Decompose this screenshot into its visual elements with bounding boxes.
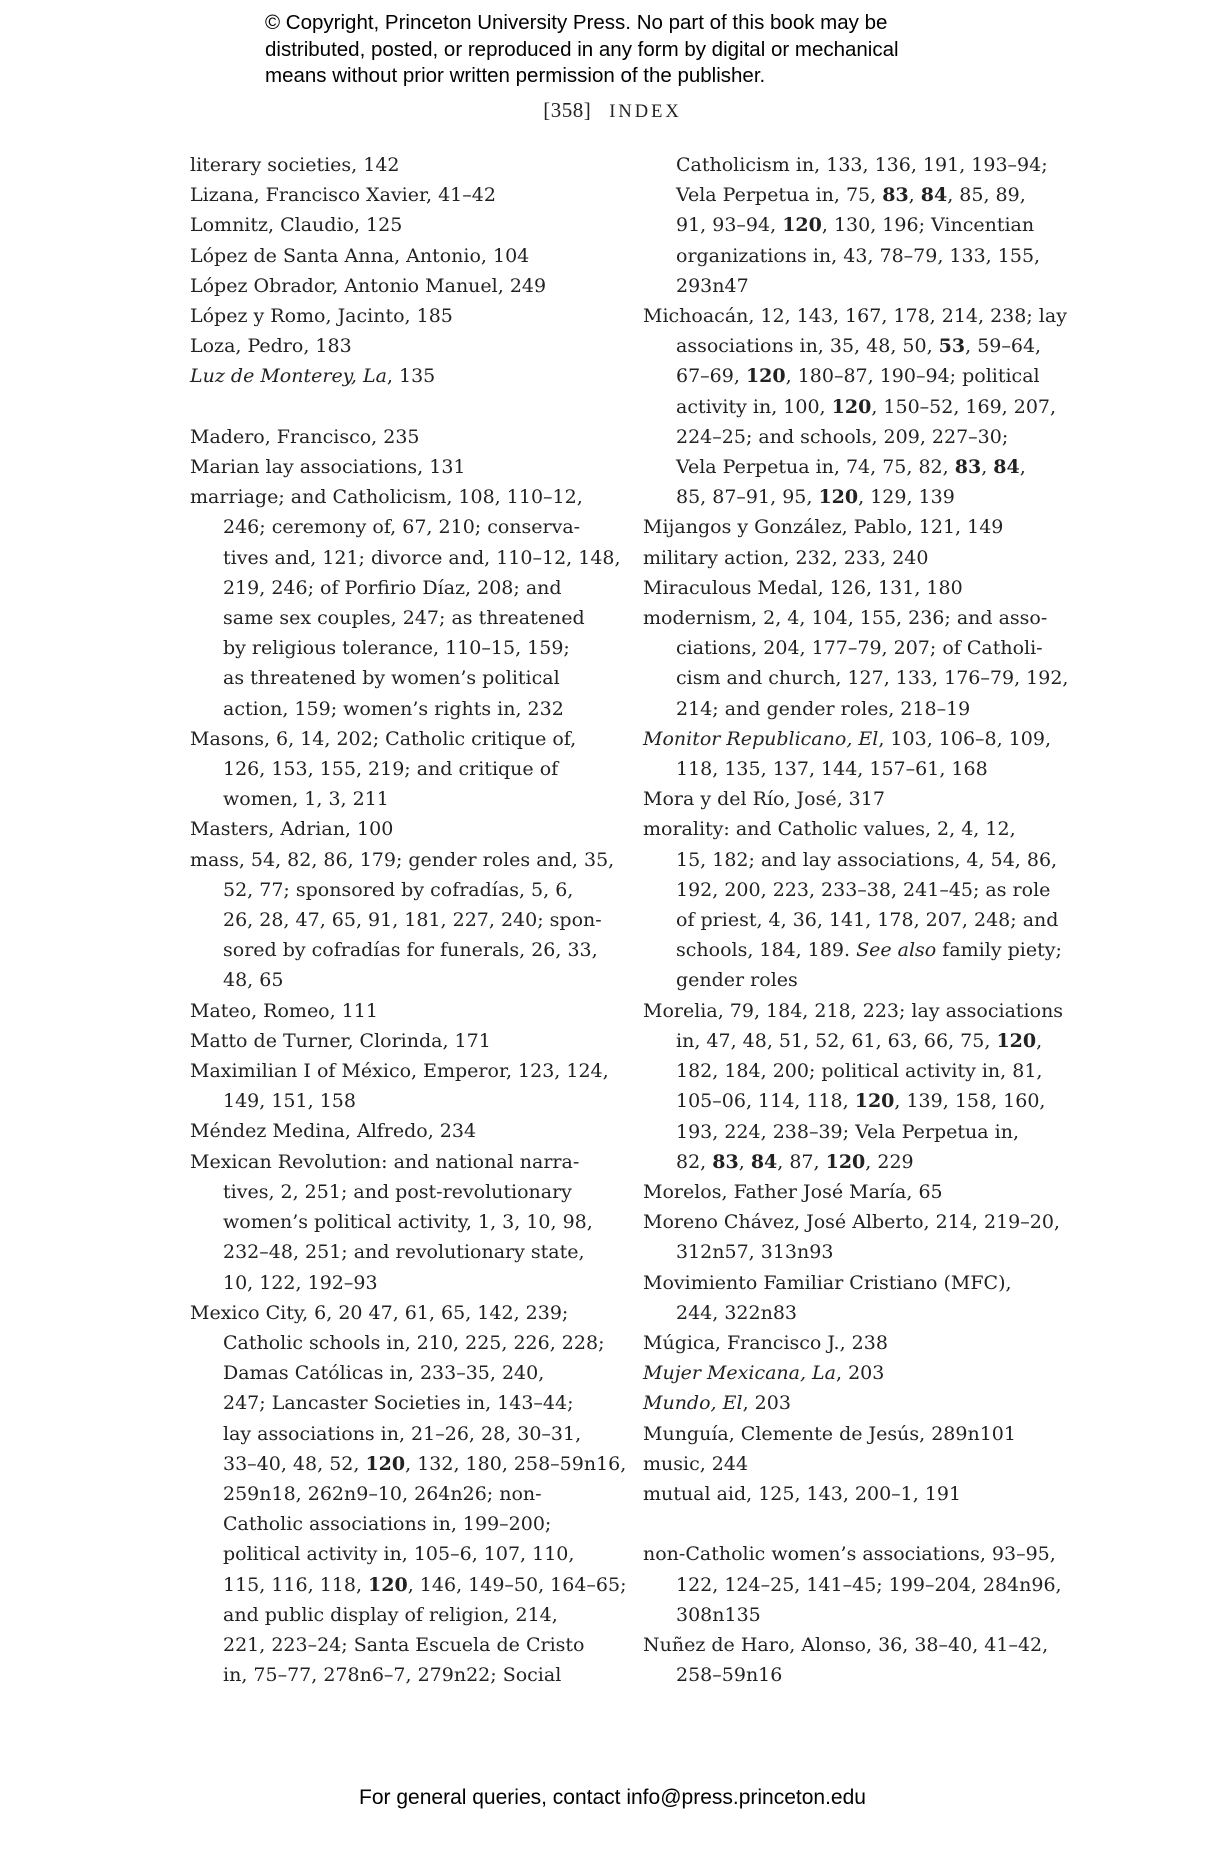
- index-subentry-line: ciations, 204, 177–79, 207; of Catholi-: [676, 637, 1043, 660]
- index-subentry-line: political activity in, 105–6, 107, 110,: [223, 1543, 575, 1566]
- index-subentry-line: activity in, 100, 120, 150–52, 169, 207,: [676, 395, 1057, 418]
- index-subentry-line: Catholicism in, 133, 136, 191, 193–94;: [676, 154, 1048, 176]
- index-entry-line: music, 244: [643, 1452, 749, 1475]
- copyright-line: means without prior written permission of the publisher.: [265, 64, 766, 87]
- index-entry-line: Morelos, Father José María, 65: [643, 1180, 943, 1203]
- index-entry-line: Munguía, Clemente de Jesús, 289n101: [643, 1422, 1016, 1445]
- index-entry-line: Matto de Turner, Clorinda, 171: [190, 1029, 491, 1052]
- index-subentry-line: Vela Perpetua in, 75, 83, 84, 85, 89,: [676, 184, 1026, 207]
- index-entry-line: Mora y del Río, José, 317: [643, 788, 885, 811]
- index-subentry-line: action, 159; women’s rights in, 232: [223, 697, 564, 720]
- index-entry-line: Mateo, Romeo, 111: [190, 999, 378, 1022]
- footer-contact: For general queries, contact info@press.princeton.edu: [359, 1786, 866, 1809]
- index-entry-line: Masters, Adrian, 100: [190, 818, 394, 841]
- index-subentry-line: 52, 77; sponsored by cofradías, 5, 6,: [223, 878, 574, 901]
- index-subentry-line: 193, 224, 238–39; Vela Perpetua in,: [676, 1120, 1019, 1143]
- index-subentry-line: 126, 153, 155, 219; and critique of: [223, 758, 559, 781]
- index-subentry-line: 219, 246; of Porfirio Díaz, 208; and: [223, 576, 562, 599]
- index-subentry-line: Catholic associations in, 199–200;: [223, 1513, 552, 1536]
- index-subentry-line: 10, 122, 192–93: [223, 1271, 378, 1294]
- index-subentry-line: 91, 93–94, 120, 130, 196; Vincentian: [676, 214, 1035, 237]
- entry-gap: [190, 392, 600, 422]
- index-entry-line: Méndez Medina, Alfredo, 234: [190, 1120, 477, 1143]
- index-entry-line: López de Santa Anna, Antonio, 104: [190, 244, 530, 267]
- index-subentry-line: in, 47, 48, 51, 52, 61, 63, 66, 75, 120,: [676, 1029, 1043, 1052]
- index-subentry-line: Catholic schools in, 210, 225, 226, 228;: [223, 1331, 605, 1354]
- index-subentry-line: 118, 135, 137, 144, 157–61, 168: [676, 758, 988, 781]
- index-subentry-line: 33–40, 48, 52, 120, 132, 180, 258–59n16,: [223, 1452, 627, 1475]
- index-subentry-line: gender roles: [676, 969, 798, 992]
- index-subentry-line: 247; Lancaster Societies in, 143–44;: [223, 1392, 574, 1415]
- index-entry-line: marriage; and Catholicism, 108, 110–12,: [190, 486, 583, 509]
- index-subentry-line: organizations in, 43, 78–79, 133, 155,: [676, 244, 1041, 267]
- index-subentry-line: women’s political activity, 1, 3, 10, 98,: [223, 1211, 593, 1234]
- index-entry-line: non-Catholic women’s associations, 93–95,: [643, 1543, 1056, 1566]
- index-entry-line: Movimiento Familiar Cristiano (MFC),: [643, 1271, 1012, 1294]
- index-subentry-line: 259n18, 262n9–10, 264n26; non-: [223, 1482, 542, 1505]
- index-subentry-line: 122, 124–25, 141–45; 199–204, 284n96,: [676, 1573, 1062, 1596]
- running-head: [0, 98, 1225, 123]
- index-entry-line: mutual aid, 125, 143, 200–1, 191: [643, 1482, 962, 1505]
- index-entry-line: Lizana, Francisco Xavier, 41–42: [190, 184, 496, 207]
- index-column-right: [643, 150, 1069, 1690]
- index-subentry-line: 26, 28, 47, 65, 91, 181, 227, 240; spon-: [223, 909, 602, 932]
- index-entry-line: Mijangos y González, Pablo, 121, 149: [643, 516, 1004, 539]
- index-entry-line: Morelia, 79, 184, 218, 223; lay associations: [643, 999, 1064, 1022]
- index-entry-line: Mujer Mexicana, La, 203: [643, 1362, 885, 1385]
- index-subentry-line: in, 75–77, 278n6–7, 279n22; Social: [223, 1664, 562, 1687]
- index-subentry-line: 293n47: [676, 274, 749, 297]
- index-entry-line: mass, 54, 82, 86, 179; gender roles and, 35,: [190, 848, 615, 871]
- index-subentry-line: cism and church, 127, 133, 176–79, 192,: [676, 667, 1069, 690]
- page-number: [358]: [543, 98, 592, 122]
- index-subentry-line: and public display of religion, 214,: [223, 1603, 558, 1626]
- index-subentry-line: associations in, 35, 48, 50, 53, 59–64,: [676, 335, 1042, 358]
- index-subentry-line: as threatened by women’s political: [223, 667, 560, 690]
- index-entry-line: Mundo, El, 203: [643, 1392, 791, 1415]
- index-entry-line: López y Romo, Jacinto, 185: [190, 305, 453, 328]
- index-entry-line: modernism, 2, 4, 104, 155, 236; and asso-: [643, 607, 1048, 630]
- index-subentry-line: lay associations in, 21–26, 28, 30–31,: [223, 1422, 582, 1445]
- index-entry-line: Madero, Francisco, 235: [190, 425, 420, 448]
- index-subentry-line: 312n57, 313n93: [676, 1241, 834, 1264]
- index-entry-line: Masons, 6, 14, 202; Catholic critique of,: [190, 727, 577, 750]
- index-entry-line: Múgica, Francisco J., 238: [643, 1331, 888, 1354]
- index-subentry-line: 214; and gender roles, 218–19: [676, 697, 971, 720]
- entry-gap: [643, 1509, 1063, 1539]
- index-subentry-line: women, 1, 3, 211: [223, 788, 389, 811]
- index-subentry-line: 244, 322n83: [676, 1301, 798, 1324]
- index-subentry-line: 192, 200, 223, 233–38, 241–45; as role: [676, 878, 1051, 901]
- index-entry-line: Luz de Monterey, La, 135: [190, 365, 436, 388]
- index-entry-line: Mexico City, 6, 20 47, 61, 65, 142, 239;: [190, 1301, 569, 1324]
- page-title: INDEX: [609, 102, 682, 122]
- index-subentry-line: 246; ceremony of, 67, 210; conserva-: [223, 516, 581, 539]
- index-subentry-line: schools, 184, 189. See also family piety;: [676, 939, 1062, 962]
- index-subentry-line: tives and, 121; divorce and, 110–12, 148,: [223, 546, 621, 569]
- index-entry-line: literary societies, 142: [190, 154, 400, 176]
- index-column-left: [190, 150, 627, 1690]
- index-subentry-line: same sex couples, 247; as threatened: [223, 607, 585, 630]
- index-subentry-line: of priest, 4, 36, 141, 178, 207, 248; and: [676, 909, 1059, 932]
- copyright-notice: [265, 10, 1025, 90]
- index-entry-line: Lomnitz, Claudio, 125: [190, 214, 403, 237]
- index-entry-line: Marian lay associations, 131: [190, 456, 466, 479]
- index-subentry-line: 105–06, 114, 118, 120, 139, 158, 160,: [676, 1090, 1046, 1113]
- index-subentry-line: Vela Perpetua in, 74, 75, 82, 83, 84,: [676, 456, 1026, 479]
- index-subentry-line: tives, 2, 251; and post-revolutionary: [223, 1180, 572, 1203]
- index-entry-line: Loza, Pedro, 183: [190, 335, 352, 358]
- index-entry-line: Nuñez de Haro, Alonso, 36, 38–40, 41–42,: [643, 1633, 1049, 1656]
- index-entry-line: López Obrador, Antonio Manuel, 249: [190, 274, 547, 297]
- index-subentry-line: 308n135: [676, 1603, 761, 1626]
- index-subentry-line: 182, 184, 200; political activity in, 81,: [676, 1060, 1043, 1083]
- index-subentry-line: 82, 83, 84, 87, 120, 229: [676, 1150, 914, 1173]
- index-subentry-line: 221, 223–24; Santa Escuela de Cristo: [223, 1633, 585, 1656]
- copyright-line: © Copyright, Princeton University Press. No part of this book may be: [265, 11, 888, 34]
- index-subentry-line: 232–48, 251; and revolutionary state,: [223, 1241, 585, 1264]
- index-entry-line: Maximilian I of México, Emperor, 123, 124,: [190, 1060, 609, 1083]
- index-entry-line: Miraculous Medal, 126, 131, 180: [643, 576, 963, 599]
- index-subentry-line: 48, 65: [223, 969, 284, 992]
- index-subentry-line: 85, 87–91, 95, 120, 129, 139: [676, 486, 955, 509]
- index-subentry-line: sored by cofradías for funerals, 26, 33,: [223, 939, 598, 962]
- copyright-line: distributed, posted, or reproduced in any form by digital or mechanical: [265, 37, 899, 61]
- index-entry-line: Michoacán, 12, 143, 167, 178, 214, 238; lay: [643, 305, 1067, 328]
- index-entry-line: morality: and Catholic values, 2, 4, 12,: [643, 818, 1016, 841]
- index-subentry-line: Damas Católicas in, 233–35, 240,: [223, 1362, 545, 1385]
- index-entry-line: Moreno Chávez, José Alberto, 214, 219–20,: [643, 1211, 1060, 1234]
- index-subentry-line: 224–25; and schools, 209, 227–30;: [676, 425, 1009, 448]
- index-entry-line: Mexican Revolution: and national narra-: [190, 1150, 580, 1173]
- index-subentry-line: 15, 182; and lay associations, 4, 54, 86,: [676, 848, 1058, 871]
- index-entry-line: Monitor Republicano, El, 103, 106–8, 109,: [643, 727, 1052, 750]
- index-subentry-line: by religious tolerance, 110–15, 159;: [223, 637, 570, 660]
- index-subentry-line: 258–59n16: [676, 1664, 783, 1687]
- index-subentry-line: 115, 116, 118, 120, 146, 149–50, 164–65;: [223, 1573, 627, 1596]
- index-subentry-line: 67–69, 120, 180–87, 190–94; political: [676, 365, 1040, 388]
- index-subentry-line: 149, 151, 158: [223, 1090, 356, 1113]
- index-entry-line: military action, 232, 233, 240: [643, 546, 929, 569]
